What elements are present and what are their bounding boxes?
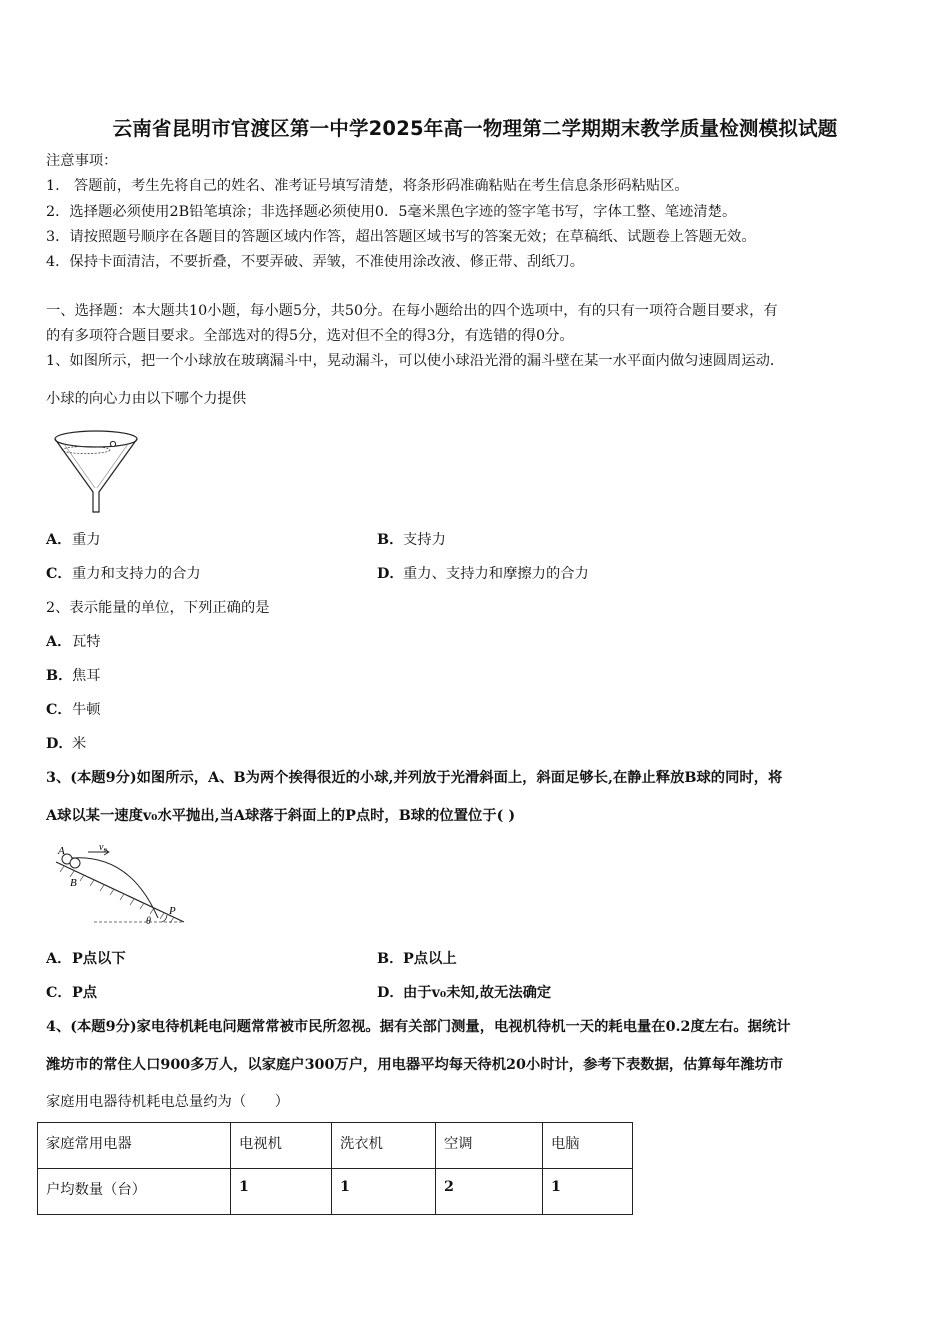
question-1-stem: 1、如图所示，把一个小球放在玻璃漏斗中，晃动漏斗，可以使小球沿光滑的漏斗壁在某一水平面内做匀速圆周运动． [46,353,785,369]
table-cell: 户均数量（台） [38,1169,231,1215]
q3-option-d: D．由于v₀未知,故无法确定 [377,985,552,1001]
q2-option-c: C．牛顿 [46,702,101,718]
label-theta: θ [146,916,151,927]
table-cell: 家庭常用电器 [38,1123,231,1169]
q1-option-a: A．重力 [46,532,101,548]
q1-option-c: C．重力和支持力的合力 [46,566,201,582]
notice-heading: 注意事项： [46,153,118,169]
question-1-stem-cont: 小球的向心力由以下哪个力提供 [46,391,247,407]
section-intro-line2: 的有多项符合题目要求。全部选对的得5分，选对但不全的得3分，有选错的得0分。 [46,328,574,344]
label-p: P [169,905,176,917]
notice-item: 2．选择题必须使用2B铅笔填涂；非选择题必须使用0．5毫米黑色字迹的签字笔书写，字体工整、笔迹清楚。 [46,204,737,220]
question-4-stem-cont: 潍坊市的常住人口900多万人，以家庭户300万户，用电器平均每天待机20小时计，参考下表数据，估算每年潍坊市 [46,1057,784,1073]
question-3-stem-cont: A球以某一速度v₀水平抛出,当A球落于斜面上的P点时，B球的位置位于( ) [46,808,516,824]
table-cell: 电视机 [231,1123,332,1169]
table-cell: 1 [543,1169,633,1215]
notice-item: 1. 答题前，考生先将自己的姓名、准考证号填写清楚，将条形码准确粘贴在考生信息条形码粘贴区。 [46,178,689,194]
table-cell: 2 [436,1169,543,1215]
funnel-figure [46,420,146,520]
table-row [38,1169,633,1215]
table-cell: 1 [332,1169,436,1215]
appliance-table [37,1122,633,1215]
question-2-stem: 2、表示能量的单位，下列正确的是 [46,600,270,616]
table-cell: 空调 [436,1123,543,1169]
q1-option-d: D．重力、支持力和摩擦力的合力 [377,566,589,582]
table-cell: 洗衣机 [332,1123,436,1169]
q2-option-b: B．焦耳 [46,668,101,684]
section-intro-line1: 一、选择题：本大题共10小题，每小题5分，共50分。在每小题给出的四个选项中，有的只有一项符合题目要求，有 [46,303,778,319]
page-title: 云南省昆明市官渡区第一中学2025年高一物理第二学期期末教学质量检测模拟试题 [112,117,838,140]
q2-option-a: A．瓦特 [46,634,101,650]
q3-option-a: A．P点以下 [46,951,126,967]
question-3-stem: 3、(本题9分)如图所示，A、B为两个挨得很近的小球,并列放于光滑斜面上，斜面足够长,在静止释放B球的同时，将 [46,770,783,786]
table-cell: 1 [231,1169,332,1215]
label-v0: v₀ [99,842,107,853]
table-header-row [38,1123,633,1169]
question-4-stem-end: 家庭用电器待机耗电总量约为（ ） [46,1094,290,1110]
q3-option-b: B．P点以上 [377,951,457,967]
notice-item: 3．请按照题号顺序在各题目的答题区域内作答，超出答题区域书写的答案无效；在草稿纸、试题卷上答题无效。 [46,229,756,245]
question-4-stem: 4、(本题9分)家电待机耗电问题常常被市民所忽视。据有关部门测量，电视机待机一天的耗电量在0.2度左右。据统计 [46,1019,791,1035]
notice-item: 4．保持卡面清洁，不要折叠，不要弄破、弄皱，不准使用涂改液、修正带、刮纸刀。 [46,254,585,270]
q2-option-d: D．米 [46,736,87,752]
q1-option-b: B．支持力 [377,532,446,548]
label-b: B [70,877,77,889]
label-a: A [58,845,65,857]
q3-option-c: C．P点 [46,985,98,1001]
incline-figure [50,842,190,930]
table-cell: 电脑 [543,1123,633,1169]
